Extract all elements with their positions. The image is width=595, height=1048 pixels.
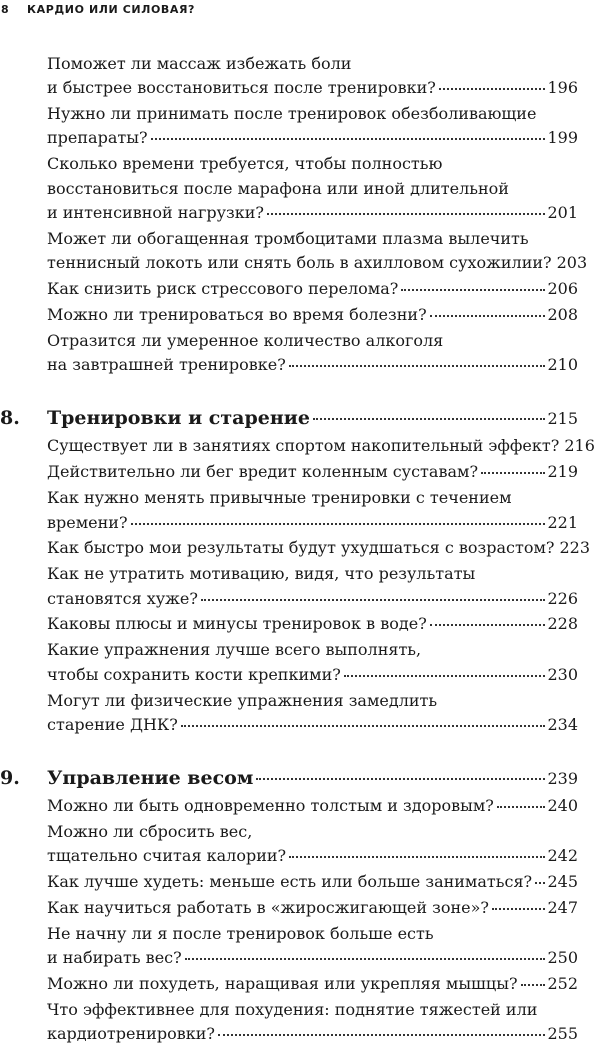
dot-leader	[344, 674, 546, 677]
toc-entry-text: Можно ли тренироваться во время болезни?	[47, 304, 427, 324]
header-page-number: 8	[1, 2, 10, 16]
toc-page-number: 234	[547, 714, 578, 734]
toc-entry-last-line	[47, 353, 578, 377]
toc-entry-last-line	[47, 536, 591, 560]
dot-leader	[181, 724, 546, 727]
toc-entry-line: Не начну ли я после тренировок больше есть	[47, 924, 434, 943]
toc-entry	[47, 794, 578, 818]
chapter-title: Управление весом	[47, 767, 254, 790]
toc-entry	[47, 227, 588, 276]
toc-entry-text: Можно ли похудеть, наращивая или укрепляя мышцы?	[47, 974, 518, 994]
toc-entry	[47, 303, 578, 327]
toc-entry-text: тщательно считая калории?	[47, 846, 287, 866]
toc-entry	[47, 329, 578, 378]
toc-page-number: 228	[547, 614, 578, 634]
toc-entry-last-line	[47, 870, 578, 894]
toc-entry	[47, 998, 578, 1047]
toc-entry-text: времени?	[47, 512, 128, 532]
chapter-title: Тренировки и старение	[47, 407, 310, 430]
toc-page-number: 247	[547, 898, 578, 918]
toc-entry	[47, 638, 578, 687]
dot-leader	[492, 907, 546, 910]
toc-entry-text: Как быстро мои результаты будут ухудшаться с возрастом?	[47, 538, 555, 558]
toc-entry-text: препараты?	[47, 128, 148, 148]
toc-entry-text: и интенсивной нагрузки?	[47, 202, 264, 222]
chapter-page-number: 239	[547, 769, 578, 789]
toc-entry-line: Можно ли сбросить вес,	[47, 822, 253, 842]
toc-entry-last-line	[47, 434, 595, 458]
toc-entry-line: Что эффективнее для похудения: поднятие тяжестей или	[47, 1000, 538, 1020]
toc-entry-line: восстановиться после марафона или иной длительной	[47, 178, 509, 198]
toc-page-number: 240	[547, 796, 578, 816]
toc-entry-last-line	[47, 201, 578, 225]
toc-entry-last-line	[47, 612, 578, 636]
toc-page-number: 219	[547, 462, 578, 482]
toc-page-number: 199	[547, 128, 578, 148]
toc-entry-line: Какие упражнения лучше всего выполнять,	[47, 640, 422, 660]
toc-entry-last-line	[47, 1022, 578, 1046]
toc-entry-text: кардиотренировки?	[47, 1024, 215, 1044]
toc-page-number: 208	[547, 304, 578, 324]
toc-entry-last-line	[47, 946, 578, 970]
toc-entry-last-line	[47, 713, 578, 737]
toc-entry-line: Поможет ли массаж избежать боли	[47, 54, 352, 73]
dot-leader	[131, 522, 546, 525]
toc-page-number: 242	[547, 846, 578, 866]
toc-page-number: 203	[556, 253, 588, 273]
dot-leader	[401, 288, 545, 291]
toc-entry-text: и набирать вес?	[47, 948, 182, 968]
chapter-number: 9.	[0, 767, 20, 790]
toc-page-number: 230	[547, 664, 578, 684]
toc-page-number: 206	[547, 279, 578, 299]
dot-leader	[256, 777, 545, 780]
chapter-page-number: 215	[547, 409, 578, 429]
toc-entry	[47, 536, 591, 560]
toc-page-number: 210	[547, 355, 578, 375]
chapter-heading	[0, 765, 578, 792]
dot-leader	[497, 805, 546, 808]
toc-page-number: 196	[547, 78, 578, 98]
dot-leader	[313, 417, 546, 420]
toc-page-number: 216	[564, 436, 595, 456]
toc-entry	[47, 896, 578, 920]
toc-entry-text: Как научиться работать в «жиросжигающей зоне»?	[47, 898, 489, 918]
toc-page-number: 201	[547, 202, 578, 222]
toc-entry	[47, 612, 578, 636]
toc-entry-text: чтобы сохранить кости крепкими?	[47, 664, 341, 684]
toc-entry-last-line	[47, 896, 578, 920]
toc-entry	[47, 820, 578, 869]
toc-entry-last-line	[47, 587, 578, 611]
toc-entry-last-line	[47, 663, 578, 687]
toc-page-number: 255	[547, 1024, 578, 1044]
toc-page-number: 252	[547, 974, 578, 994]
dot-leader	[521, 983, 546, 986]
toc-entry-text: Существует ли в занятиях спортом накопительный эффект?	[47, 436, 560, 456]
toc-entry-line: Могут ли физические упражнения замедлить	[47, 690, 438, 710]
toc-entry-text: Как снизить риск стрессового перелома?	[47, 279, 399, 299]
dot-leader	[289, 855, 545, 858]
dot-leader	[201, 598, 546, 601]
toc-entry-text: Каковы плюсы и минусы тренировок в воде?	[47, 614, 427, 634]
toc-entry-last-line	[47, 794, 578, 818]
toc-entry-line: Нужно ли принимать после тренировок обезболивающие	[47, 104, 537, 124]
toc-entry	[47, 486, 578, 535]
toc-entry-text: и быстрее восстановиться после тренировки?	[47, 78, 436, 98]
dot-leader	[218, 1033, 546, 1036]
toc-entry-last-line	[47, 844, 578, 868]
toc-page-number: 221	[547, 512, 578, 532]
toc-entry	[47, 689, 578, 738]
toc-entry-line: Как не утратить мотивацию, видя, что результаты	[47, 564, 476, 584]
dot-leader	[535, 881, 545, 884]
toc-entry-text: Можно ли быть одновременно толстым и здоровым?	[47, 796, 494, 816]
toc-entry-text: Действительно ли бег вредит коленным суставам?	[47, 462, 479, 482]
dot-leader	[430, 314, 546, 317]
chapter-number: 8.	[0, 407, 20, 430]
toc-entry-text: на завтрашней тренировке?	[47, 355, 286, 375]
toc-page-number: 226	[547, 588, 578, 608]
header-running-title: КАРДИО ИЛИ СИЛОВАЯ?	[27, 2, 196, 16]
dot-leader	[267, 212, 546, 215]
dot-leader	[185, 957, 546, 960]
toc-entry-text: теннисный локоть или снять боль в ахилловом сухожилии?	[47, 253, 552, 273]
toc-entry-last-line	[47, 126, 578, 150]
toc-entry-last-line	[47, 277, 578, 301]
toc-entry-last-line	[47, 511, 578, 535]
toc-entry-line: Может ли обогащенная тромбоцитами плазма вылечить	[47, 228, 529, 248]
toc-entry	[47, 972, 578, 996]
toc-entry	[47, 434, 595, 458]
dot-leader	[439, 87, 546, 90]
toc-entry-last-line	[47, 251, 588, 275]
toc-page-number: 223	[559, 538, 591, 558]
toc-entry-last-line	[47, 460, 578, 484]
chapter-heading	[0, 405, 578, 432]
toc-entry	[47, 277, 578, 301]
dot-leader	[481, 471, 545, 474]
toc-entry	[47, 562, 578, 611]
toc-entry-line: Сколько времени требуется, чтобы полностью	[47, 154, 443, 174]
running-header	[0, 1, 195, 17]
dot-leader	[430, 623, 546, 626]
toc-entry-line: Отразится ли умеренное количество алкоголя	[47, 330, 444, 350]
toc-entry-last-line	[47, 972, 578, 996]
toc-entry	[47, 102, 578, 151]
toc-entry	[47, 922, 578, 971]
toc-entry	[47, 460, 578, 484]
toc-entry-text: становятся хуже?	[47, 588, 198, 608]
toc-entry	[47, 870, 578, 894]
toc-entry-text: Как лучше худеть: меньше есть или больше заниматься?	[47, 872, 533, 892]
toc-entry-line: Как нужно менять привычные тренировки с течением	[47, 488, 512, 508]
toc-page-number: 250	[547, 948, 578, 968]
toc-entry-last-line	[47, 303, 578, 327]
toc-entry	[47, 152, 578, 225]
dot-leader	[151, 137, 546, 140]
toc-entry-text: старение ДНК?	[47, 714, 178, 734]
table-of-contents	[0, 52, 595, 1048]
toc-entry-last-line	[47, 76, 578, 100]
toc-entry	[47, 52, 578, 101]
dot-leader	[289, 364, 546, 367]
toc-page-number: 245	[547, 872, 578, 892]
